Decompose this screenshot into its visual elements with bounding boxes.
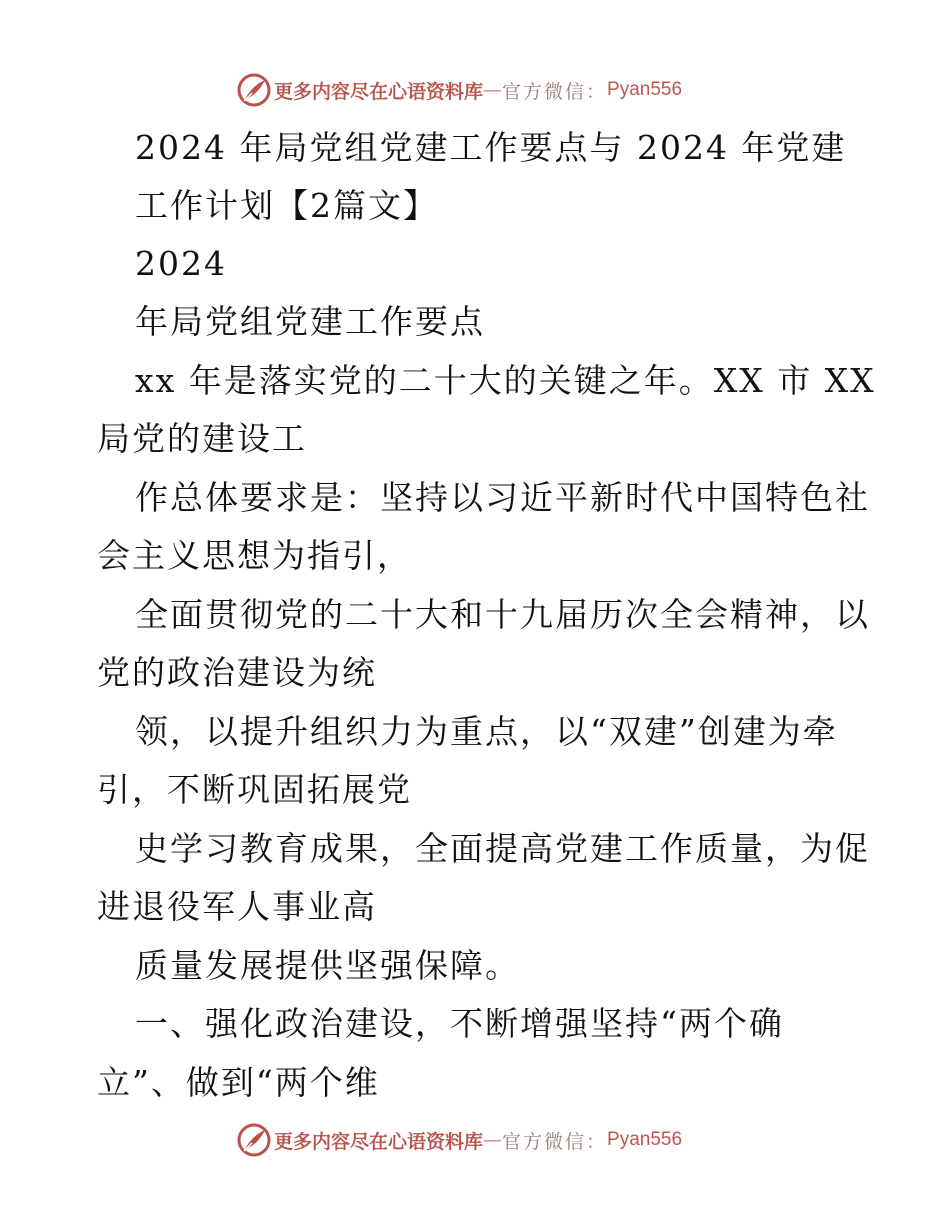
watermark-wechat-id: Pyan556 — [607, 79, 683, 100]
feather-logo-icon — [236, 72, 272, 108]
section-heading: 年局党组党建工作要点 — [135, 302, 485, 341]
paragraph-line: 作总体要求是：坚持以习近平新时代中国特色社 — [135, 478, 870, 517]
watermark-wechat-id: Pyan556 — [607, 1129, 683, 1150]
subsection-heading-line-2: 立”、做到“两个维 — [97, 1063, 380, 1102]
paragraph-line: 局党的建设工 — [97, 419, 307, 458]
section-year: 2024 — [135, 244, 227, 283]
watermark-brand: 更多内容尽在心语资料库 — [274, 80, 484, 103]
footer-watermark — [236, 1122, 682, 1158]
paragraph-line: 会主义思想为指引， — [97, 536, 412, 575]
subsection-heading-line-1: 一、强化政治建设，不断增强坚持“两个确 — [135, 1004, 784, 1043]
paragraph-line: xx 年是落实党的二十大的关键之年。XX 市 XX — [135, 361, 876, 400]
feather-logo-icon — [236, 1122, 272, 1158]
watermark-official-label: 官方微信： — [502, 80, 608, 103]
watermark-dash: — — [483, 1129, 503, 1151]
paragraph-line: 引，不断巩固拓展党 — [97, 770, 412, 809]
watermark-dash: — — [483, 79, 503, 101]
paragraph-line: 史学习教育成果，全面提高党建工作质量，为促 — [135, 829, 870, 868]
paragraph-line: 进退役军人事业高 — [97, 887, 377, 926]
paragraph-line: 党的政治建设为统 — [97, 653, 377, 692]
paragraph-line: 领，以提升组织力为重点，以“双建”创建为牵 — [135, 712, 838, 751]
document-title-line-2: 工作计划【2篇文】 — [135, 186, 438, 225]
watermark-brand: 更多内容尽在心语资料库 — [274, 1130, 484, 1153]
paragraph-line: 全面贯彻党的二十大和十九届历次全会精神，以 — [135, 595, 870, 634]
paragraph-line: 质量发展提供坚强保障。 — [135, 946, 520, 985]
document-title-line-1: 2024 年局党组党建工作要点与 2024 年党建 — [135, 128, 847, 167]
header-watermark — [236, 72, 682, 108]
watermark-official-label: 官方微信： — [502, 1130, 608, 1153]
